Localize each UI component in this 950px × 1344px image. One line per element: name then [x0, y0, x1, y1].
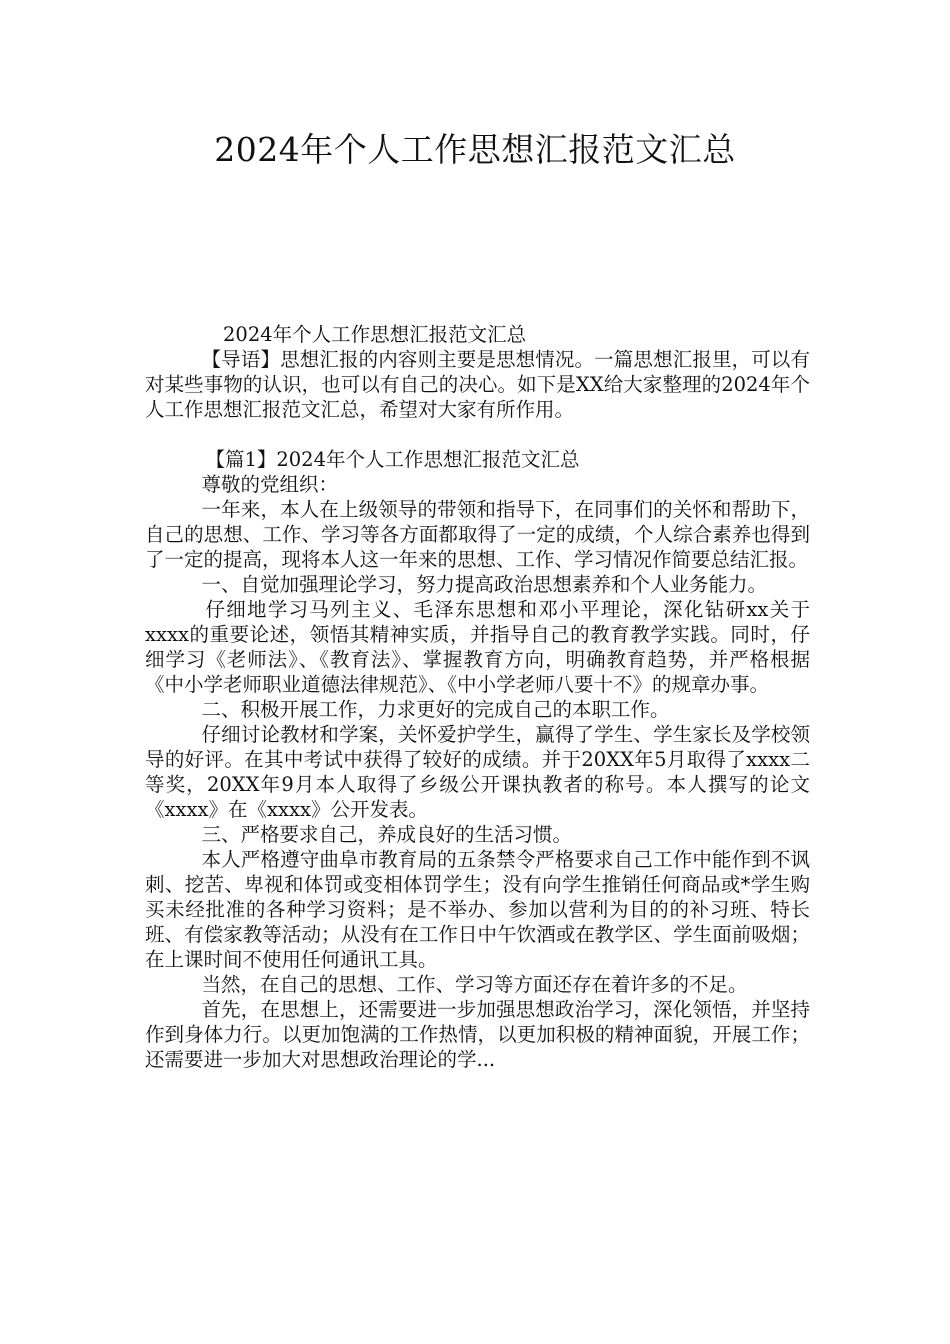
body-paragraph: 首先，在思想上，还需要进一步加强思想政治学习，深化领悟，并坚持作到身体力行。以更加饱满的工作热情，以更加积极的精神面貌，开展工作；还需要进一步加大对思想政治理论的学... — [145, 998, 810, 1071]
section-heading-one: 一、自觉加强理论学习，努力提高政治思想素养和个人业务能力。 — [201, 573, 768, 596]
salutation: 尊敬的党组织： — [201, 473, 339, 496]
paragraph-gap — [145, 422, 810, 447]
body-paragraph: 一年来，本人在上级领导的带领和指导下，在同事们的关怀和帮助下，自己的思想、工作、学习等各方面都取得了一定的成绩，个人综合素养也得到了一定的提高，现将本人这一年来的思想、工作、学习情况作简要总结汇报。 — [145, 498, 810, 571]
body-paragraph: 当然，在自己的思想、工作、学习等方面还存在着许多的不足。 — [201, 973, 748, 996]
document-subtitle: 2024年个人工作思想汇报范文汇总 — [223, 323, 527, 346]
body-paragraph: 本人严格遵守曲阜市教育局的五条禁令严格要求自己工作中能作到不讽刺、挖苦、卑视和体罚或变相体罚学生；没有向学生推销任何商品或*学生购买未经批准的各种学习资料；是不举办、参加以营利为目的的补习班、特长班、有偿家教等活动；从没有在工作日中午饮酒或在教学区、学生面前吸烟；在上课时间不使用任何通讯工具。 — [145, 848, 810, 971]
section-heading-two: 二、积极开展工作，力求更好的完成自己的本职工作。 — [201, 698, 670, 721]
document-body — [145, 322, 810, 1072]
section-heading-three: 三、严格要求自己，养成良好的生活习惯。 — [201, 823, 573, 846]
section-heading: 【篇1】2024年个人工作思想汇报范文汇总 — [205, 448, 580, 471]
intro-paragraph: 【导语】思想汇报的内容则主要是思想情况。一篇思想汇报里，可以有对某些事物的认识，也可以有自己的决心。如下是XX给大家整理的2024年个人工作思想汇报范文汇总，希望对大家有所作用。 — [145, 348, 810, 421]
body-paragraph: 仔细地学习马列主义、毛泽东思想和邓小平理论，深化钻研xx关于xxxx的重要论述，领悟其精神实质，并指导自己的教育教学实践。同时，仔细学习《老师法》、《教育法》、掌握教育方向，明确教育趋势，并严格根据《中小学老师职业道德法律规范》、《中小学老师八要十不》的规章办事。 — [145, 598, 810, 696]
page-title: 2024年个人工作思想汇报范文汇总 — [214, 130, 736, 169]
body-paragraph: 仔细讨论教材和学案，关怀爱护学生，赢得了学生、学生家长及学校领导的好评。在其中考试中获得了较好的成绩。并于20XX年5月取得了xxxx二等奖，20XX年9月本人取得了乡级公开课执教者的称号。本人撰写的论文《xxxx》在《xxxx》公开发表。 — [145, 723, 810, 821]
